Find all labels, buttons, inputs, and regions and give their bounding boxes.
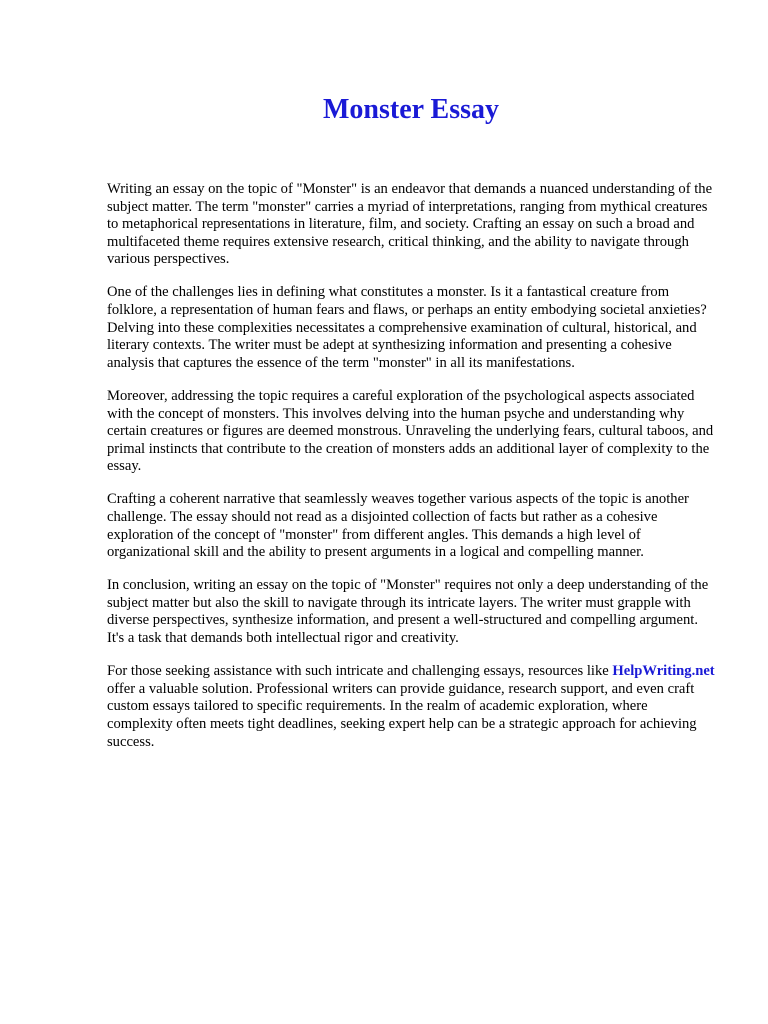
helpwriting-link[interactable]: HelpWriting.net [612, 663, 715, 680]
paragraph-4: Crafting a coherent narrative that seamlessly weaves together various aspects of the topic is another challenge. The essay should not read as a disjointed collection of facts but rather as a cohesive exploration of the concept of "monster" from different angles. This demands a high level of organizational skill and the ability to present arguments in a logical and compelling manner. [107, 491, 689, 561]
paragraph-1: Writing an essay on the topic of "Monster" is an endeavor that demands a nuanced understanding of the subject matter. The term "monster" carries a myriad of interpretations, ranging from mythical creatures to metaphorical representations in literature, film, and society. Crafting an essay on such a broad and multifaceted theme requires extensive research, critical thinking, and the ability to navigate through various perspectives. [107, 181, 713, 268]
paragraph-6 [107, 663, 715, 751]
paragraph-3: Moreover, addressing the topic requires a careful exploration of the psychological aspects associated with the concept of monsters. This involves delving into the human psyche and understanding why certain creatures or figures are deemed monstrous. Unraveling the underlying fears, cultural taboos, and primal instincts that contribute to the creation of monsters adds an additional layer of complexity to the essay. [107, 387, 714, 475]
paragraph-6-text-after-link: offer a valuable solution. Professional writers can provide guidance, research support, and even craft custom essays tailored to specific requirements. In the realm of academic exploration, where complexity often meets tight deadlines, seeking expert help can be a strategic approach for achieving success. [107, 680, 697, 750]
page-title: Monster Essay [322, 94, 500, 125]
paragraph-6-text-before-link: For those seeking assistance with such intricate and challenging essays, resources like [107, 663, 613, 680]
paragraph-2: One of the challenges lies in defining what constitutes a monster. Is it a fantastical creature from folklore, a representation of human fears and flaws, or perhaps an entity embodying societal anxieties? Delving into these complexities necessitates a comprehensive examination of cultural, historical, and literary contexts. The writer must be adept at synthesizing information and presenting a cohesive analysis that captures the essence of the term "monster" in all its manifestations. [107, 284, 707, 371]
paragraph-5: In conclusion, writing an essay on the topic of "Monster" requires not only a deep understanding of the subject matter but also the skill to navigate through its intricate layers. The writer must grapple with diverse perspectives, synthesize information, and present a well-structured and compelling argument. It's a task that demands both intellectual rigor and creativity. [107, 577, 709, 647]
document-page [107, 0, 715, 767]
essay-body [107, 181, 715, 751]
